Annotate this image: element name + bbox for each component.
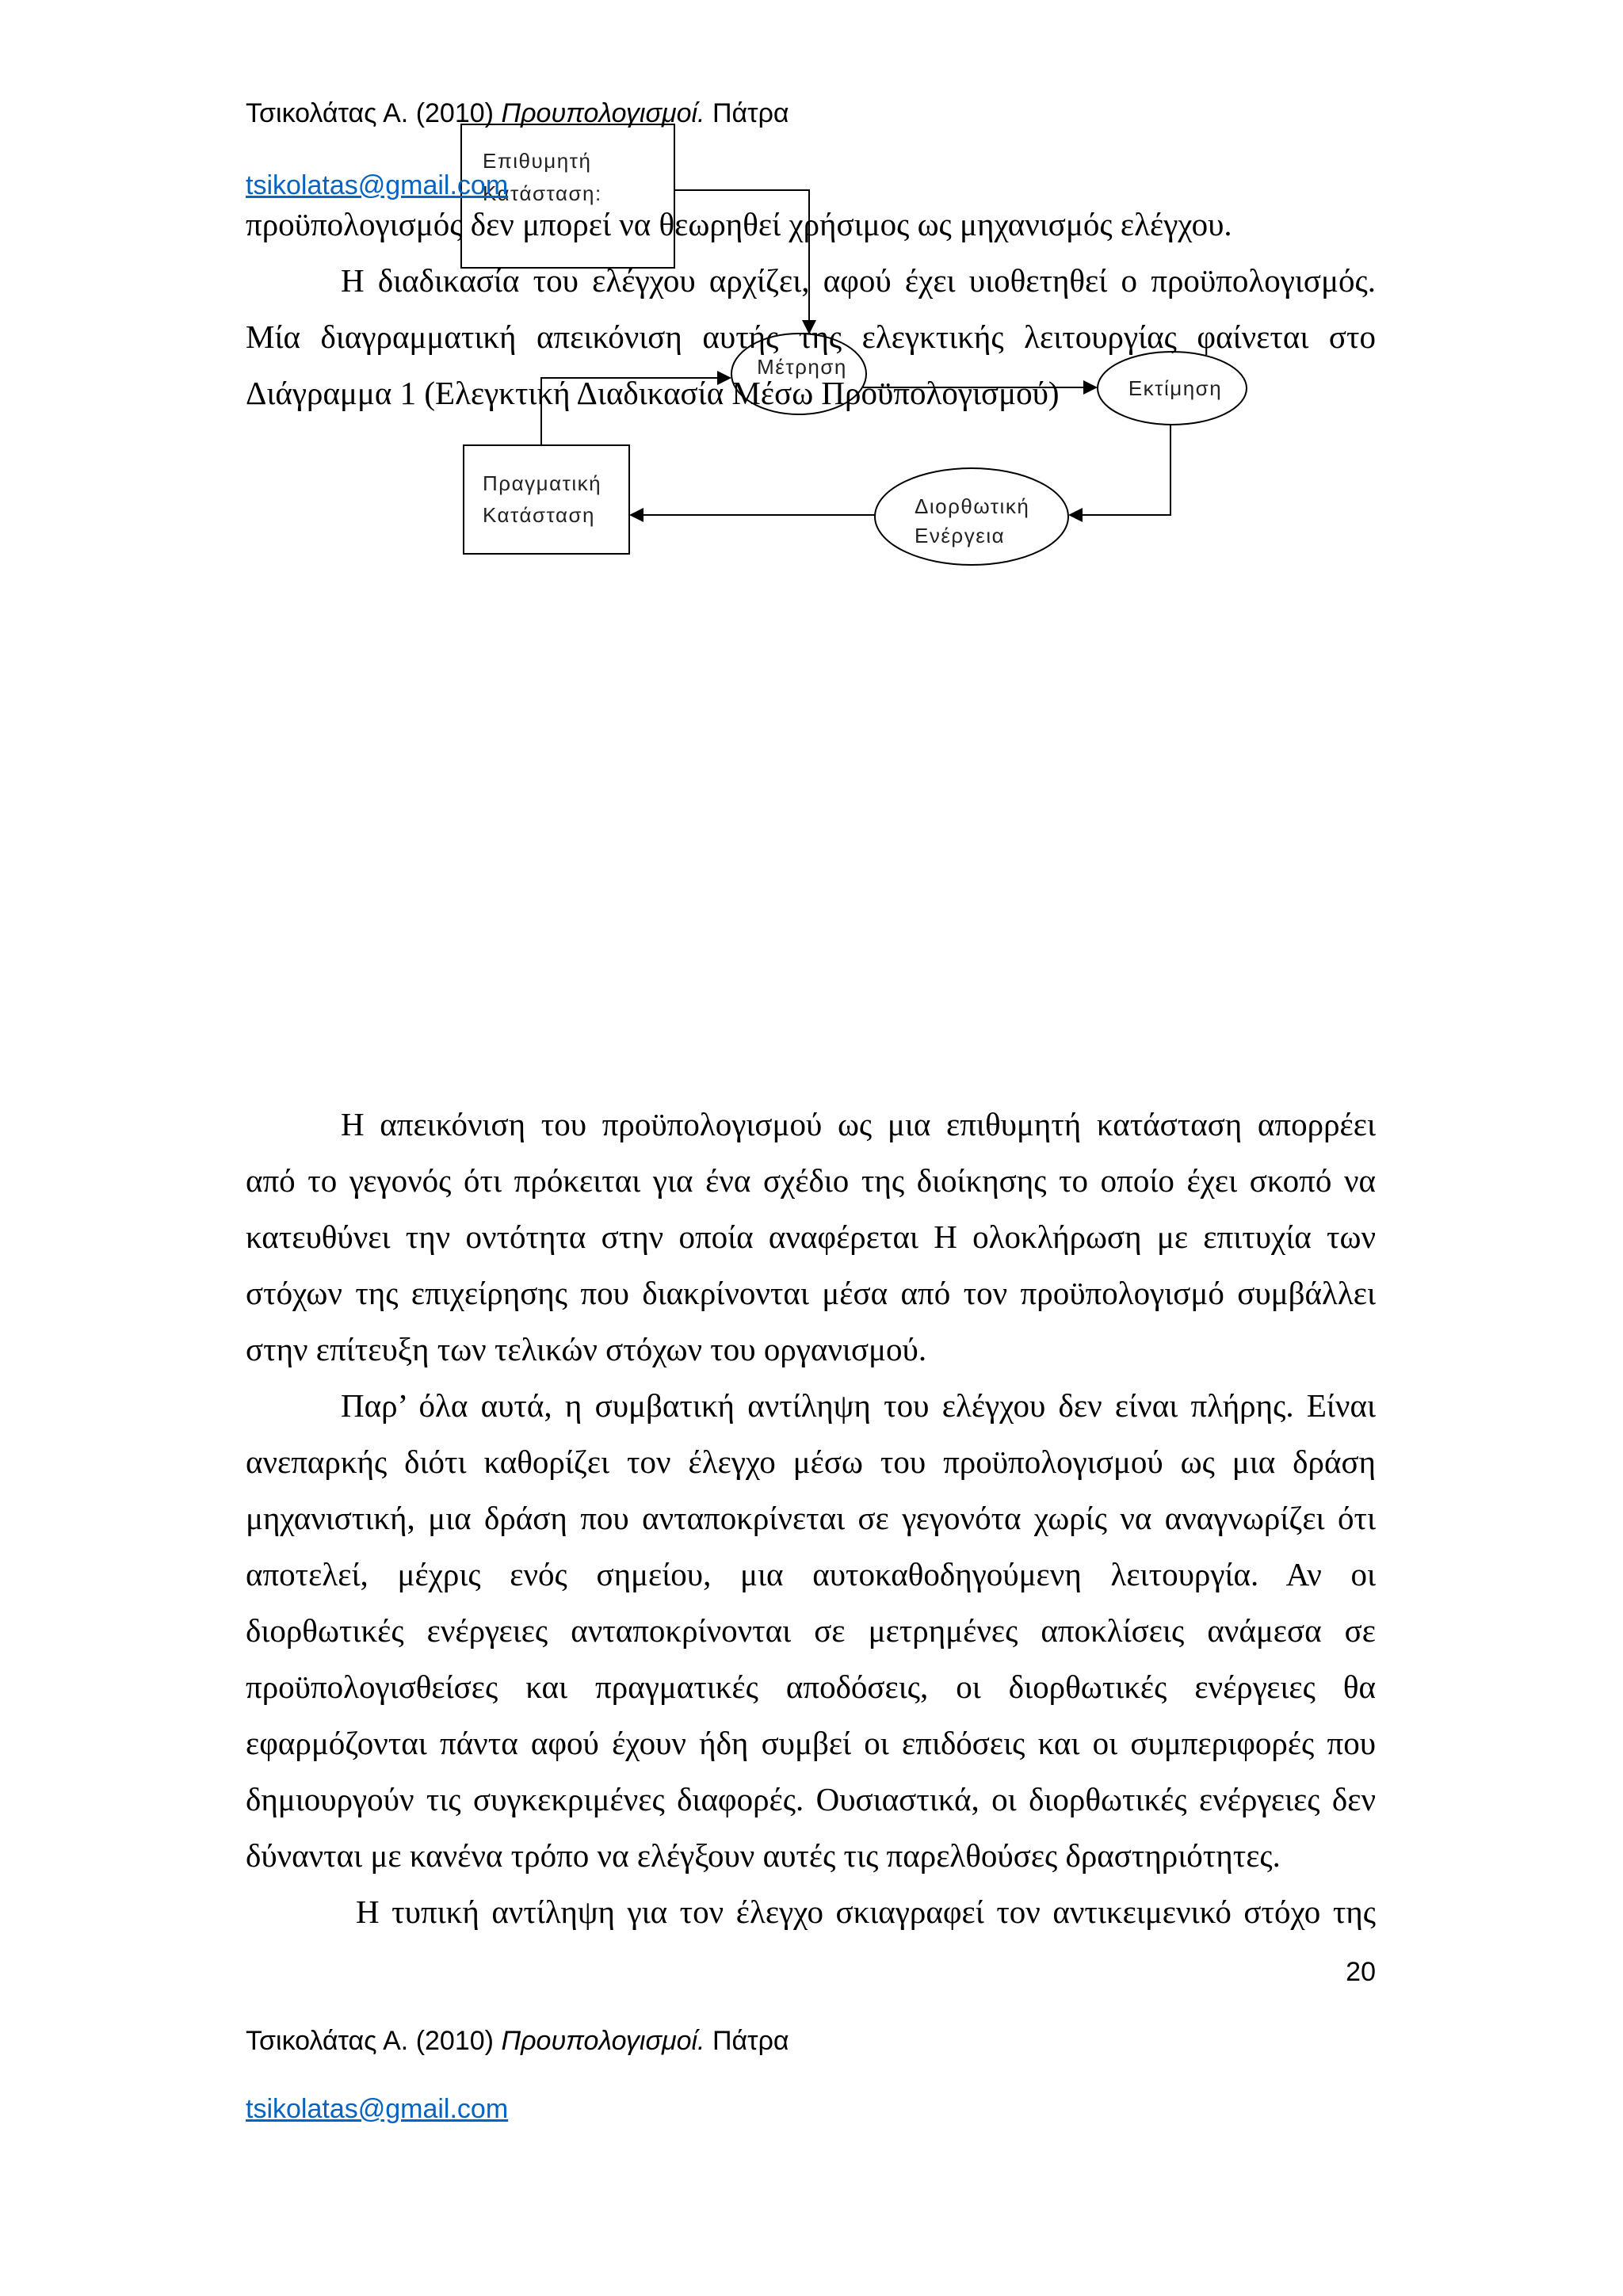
header-email-link[interactable]: tsikolatas@gmail.com [246, 170, 509, 200]
body-text-line: προϋπολογισμός δεν μπορεί να θεωρηθεί χρήσιμος ως μηχανισμός ελέγχου. [246, 206, 1232, 242]
header-place: Πάτρα [712, 98, 789, 128]
body-text-line: Η απεικόνιση του προϋπολογισμού ως μια επιθυμητή κατάσταση απορρέει [341, 1106, 1376, 1142]
footer-email-link[interactable]: tsikolatas@gmail.com [246, 2094, 509, 2124]
measurement-label: Μέτρηση [757, 355, 847, 379]
running-header [246, 97, 789, 129]
body-text-line: δύνανται με κανένα τρόπο να ελέγξουν αυτές τις παρελθούσες δραστηριότητες. [246, 1837, 1281, 1874]
corrective-action-label: Ενέργεια [915, 524, 1006, 547]
arrow-corrective-action-to-actual-state [629, 508, 875, 522]
body-text-top [246, 196, 1376, 421]
header-author-year: Τσικολάτας Α. (2010) [246, 98, 494, 128]
paragraph [246, 1884, 1376, 1940]
running-footer [246, 2025, 789, 2057]
page-number: 20 [1346, 1957, 1376, 1987]
header-title: Προυπολογισμοί. [501, 98, 705, 128]
evaluation-label: Εκτίμηση [1128, 376, 1223, 400]
body-text-line: εφαρμόζονται πάντα αφού έχουν ήδη συμβεί οι επιδόσεις και οι συμπεριφορές που [246, 1725, 1376, 1761]
corrective-action-label: Διορθωτική [915, 494, 1030, 518]
desired-state-label: Επιθυμητή [483, 149, 592, 173]
arrow-evaluation-to-corrective-action [1068, 425, 1170, 522]
paragraph [246, 196, 1376, 253]
body-text-line: Η τυπική αντίληψη για τον έλεγχο σκιαγραφεί τον αντικειμενικό στόχο της [356, 1894, 1376, 1930]
footer-title: Προυπολογισμοί. [501, 2026, 705, 2056]
body-text-line: δημιουργούν τις συγκεκριμένες διαφορές. Ουσιαστικά, οι διορθωτικές ενέργειες δεν [246, 1781, 1376, 1817]
body-text-line: Η διαδικασία του ελέγχου αρχίζει, αφού έχει υιοθετηθεί ο προϋπολογισμός. [341, 262, 1376, 299]
body-text-bottom [246, 1097, 1376, 1940]
body-text-line: διορθωτικές ενέργειες ανταποκρίνονται σε μετρημένες αποκλίσεις ανάμεσα σε [246, 1612, 1376, 1649]
actual-state-label: Πραγματική [483, 471, 602, 495]
body-text-line: στόχων της επιχείρησης που διακρίνονται μέσα από τον προϋπολογισμό συμβάλλει [246, 1275, 1376, 1311]
desired-state-label: Κατάσταση: [483, 181, 602, 205]
body-text-line: Παρ’ όλα αυτά, η συμβατική αντίληψη του ελέγχου δεν είναι πλήρης. Είναι [341, 1387, 1376, 1424]
footer-email-row [246, 2093, 508, 2125]
body-text-line: κατευθύνει την οντότητα στην οποία αναφέρεται Η ολοκλήρωση με επιτυχία των [246, 1219, 1376, 1255]
footer-author-year: Τσικολάτας Α. (2010) [246, 2026, 494, 2056]
paragraph [246, 1378, 1376, 1884]
body-text-line: μηχανιστική, μια δράση που ανταποκρίνεται σε γεγονότα χωρίς να αναγνωρίζει ότι [246, 1500, 1376, 1536]
paragraph [246, 253, 1376, 421]
actual-state-label: Κατάσταση [483, 503, 595, 527]
body-text-line: Μία διαγραμματική απεικόνιση αυτής της ελεγκτικής λειτουργίας φαίνεται στο [246, 318, 1376, 355]
body-text-line: αποτελεί, μέχρις ενός σημείου, μια αυτοκαθοδηγούμενη λειτουργία. Αν οι [246, 1556, 1376, 1592]
footer-place: Πάτρα [712, 2026, 789, 2056]
paragraph [246, 1097, 1376, 1378]
body-text-line: προϋπολογισθείσες και πραγματικές αποδόσεις, οι διορθωτικές ενέργειες θα [246, 1669, 1376, 1705]
body-text-line: Διάγραμμα 1 (Ελεγκτική Διαδικασία Μέσω Προϋπολογισμού) [246, 375, 1060, 411]
body-text-line: στην επίτευξη των τελικών στόχων του οργανισμού. [246, 1331, 927, 1367]
body-text-line: από το γεγονός ότι πρόκειται για ένα σχέδιο της διοίκησης το οποίο έχει σκοπό να [246, 1162, 1376, 1199]
actual-state-box [464, 445, 629, 554]
body-text-line: ανεπαρκής διότι καθορίζει τον έλεγχο μέσω του προϋπολογισμού ως μια δράση [246, 1444, 1376, 1480]
